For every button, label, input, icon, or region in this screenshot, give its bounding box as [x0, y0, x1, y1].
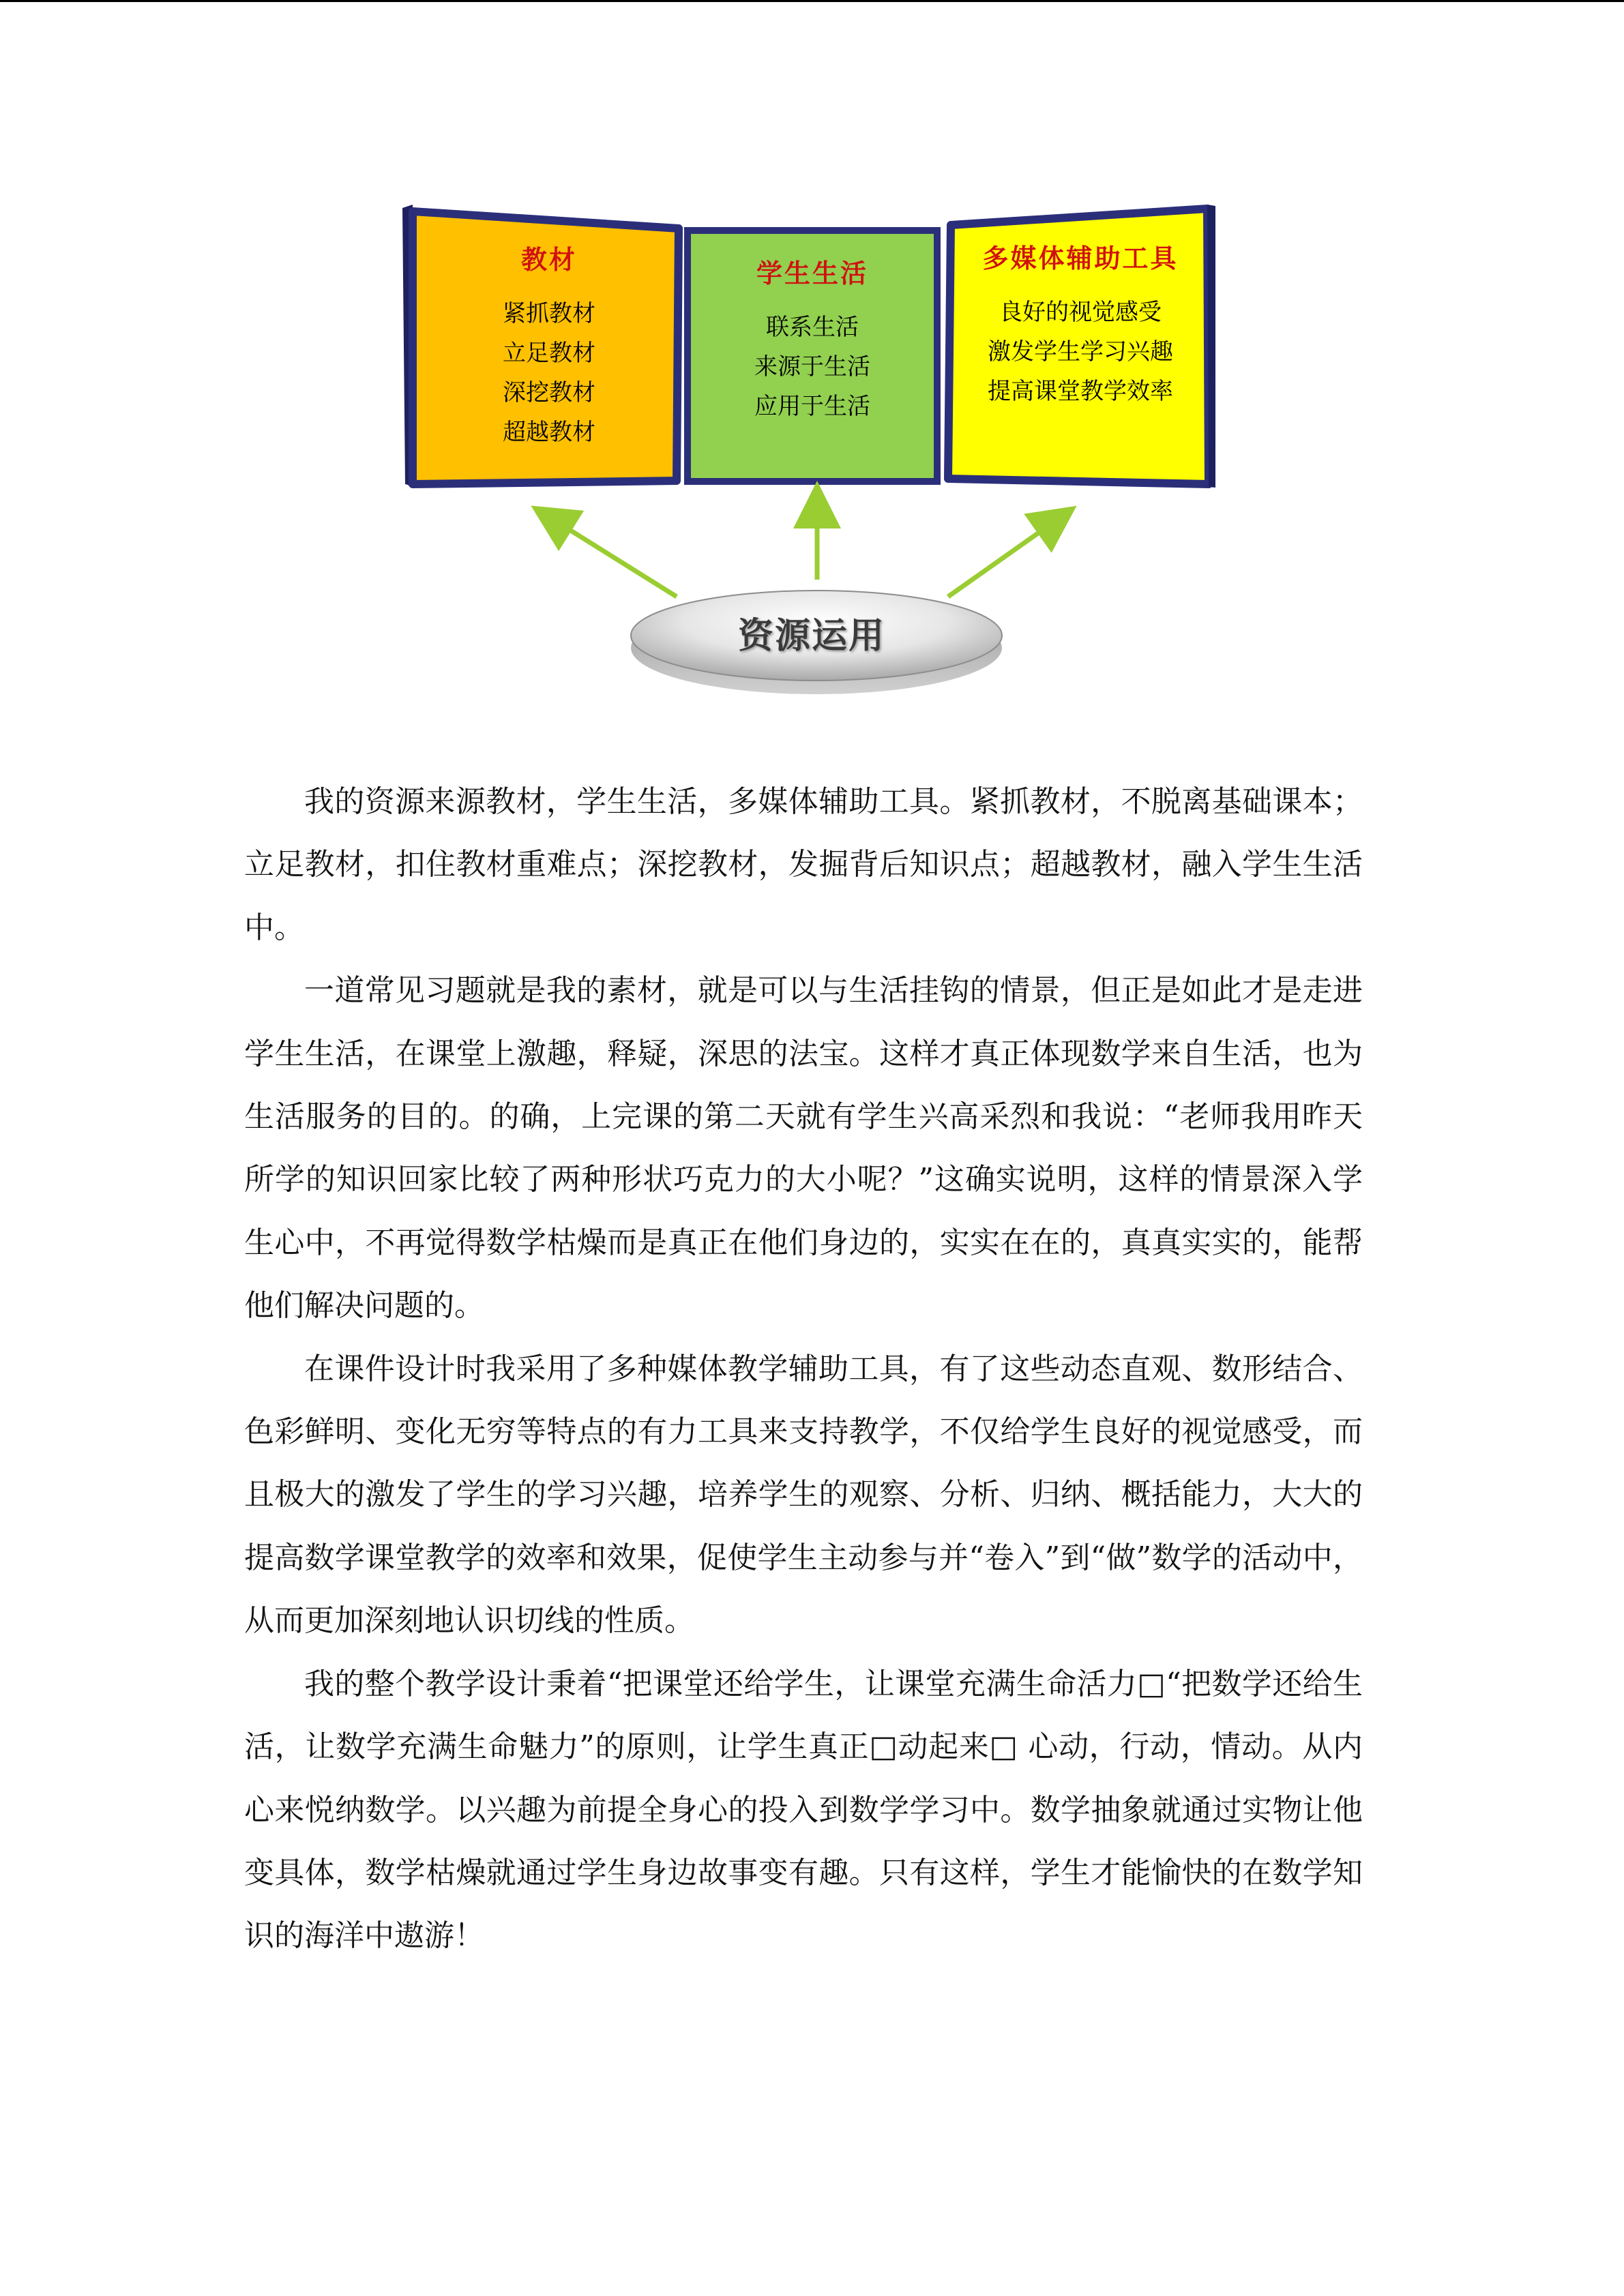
panel-right-line: 良好的视觉感受: [999, 299, 1162, 326]
paragraph: 一道常见习题就是我的素材，就是可以与生活挂钩的情景，但正是如此才是走进学生生活，在课堂上激趣，释疑，深思的法宝。这样才真正体现数学来自生活，也为生活服务的目的。的确，上完课的第二天就有学生兴高采烈和我说：“老师我用昨天所学的知识回家比较了两种形状巧克力的大小呢？”这确实说明，这样的情景深入学生心中，不再觉得数学枯燥而是真正在他们身边的，实实在在的，真真实实的，能帮他们解决问题的。: [244, 973, 1363, 1324]
panel-middle-title: 学生生活: [756, 258, 868, 288]
paragraph: 在课件设计时我采用了多种媒体教学辅助工具，有了这些动态直观、数形结合、色彩鲜明、变化无穷等特点的有力工具来支持教学，不仅给学生良好的视觉感受，而且极大的激发了学生的学习兴趣，培养学生的观察、分析、归纳、概括能力，大大的提高数学课堂教学的效率和效果，促使学生主动参与并“卷入”到“做”数学的活动中，从而更加深刻地认识切线的性质。: [244, 1351, 1363, 1639]
resource-diagram: [402, 198, 1221, 716]
panel-left-line: 立足教材: [503, 340, 595, 367]
panel-middle-line: 联系生活: [766, 314, 859, 341]
panel-left-line: 超越教材: [503, 419, 595, 446]
panel-left-line: 紧抓教材: [503, 300, 595, 327]
arrow-left: [551, 518, 677, 597]
arrow-right: [948, 520, 1057, 597]
panel-left-content: [430, 239, 668, 452]
panel-right-line: 激发学生学习兴趣: [988, 338, 1173, 366]
panel-right-line: 提高课堂教学效率: [988, 378, 1173, 405]
body-text: [244, 771, 1363, 1968]
paragraph: 我的资源来源教材，学生生活，多媒体辅助工具。紧抓教材，不脱离基础课本；立足教材，扣住教材重难点；深挖教材，发掘背后知识点；超越教材，融入学生生活中。: [244, 784, 1363, 945]
panel-middle-content: [692, 252, 932, 426]
panel-middle-line: 应用于生活: [754, 393, 870, 420]
panel-left-title: 教材: [520, 244, 577, 275]
panel-right-title: 多媒体辅助工具: [982, 243, 1179, 273]
panel-right-shadow: [1207, 205, 1215, 488]
panel-left-line: 深挖教材: [503, 379, 595, 406]
hub-label: 资源运用: [737, 616, 885, 657]
paragraph: 我的整个教学设计秉着“把课堂还给学生，让课堂充满生命活力□“把数学还给生活，让数学充满生命魅力”的原则，让学生真正□动起来□ 心动，行动，情动。从内心来悦纳数学。以兴趣为前提全身心的投入到数学学习中。数学抽象就通过实物让他变具体，数学枯燥就通过学生身边故事变有趣。只有这样，学生才能愉快的在数学知识的海洋中遨游！: [244, 1666, 1363, 1954]
panel-right-content: [956, 237, 1205, 411]
panel-middle-line: 来源于生活: [754, 353, 870, 381]
top-border-line: [0, 0, 1624, 2]
